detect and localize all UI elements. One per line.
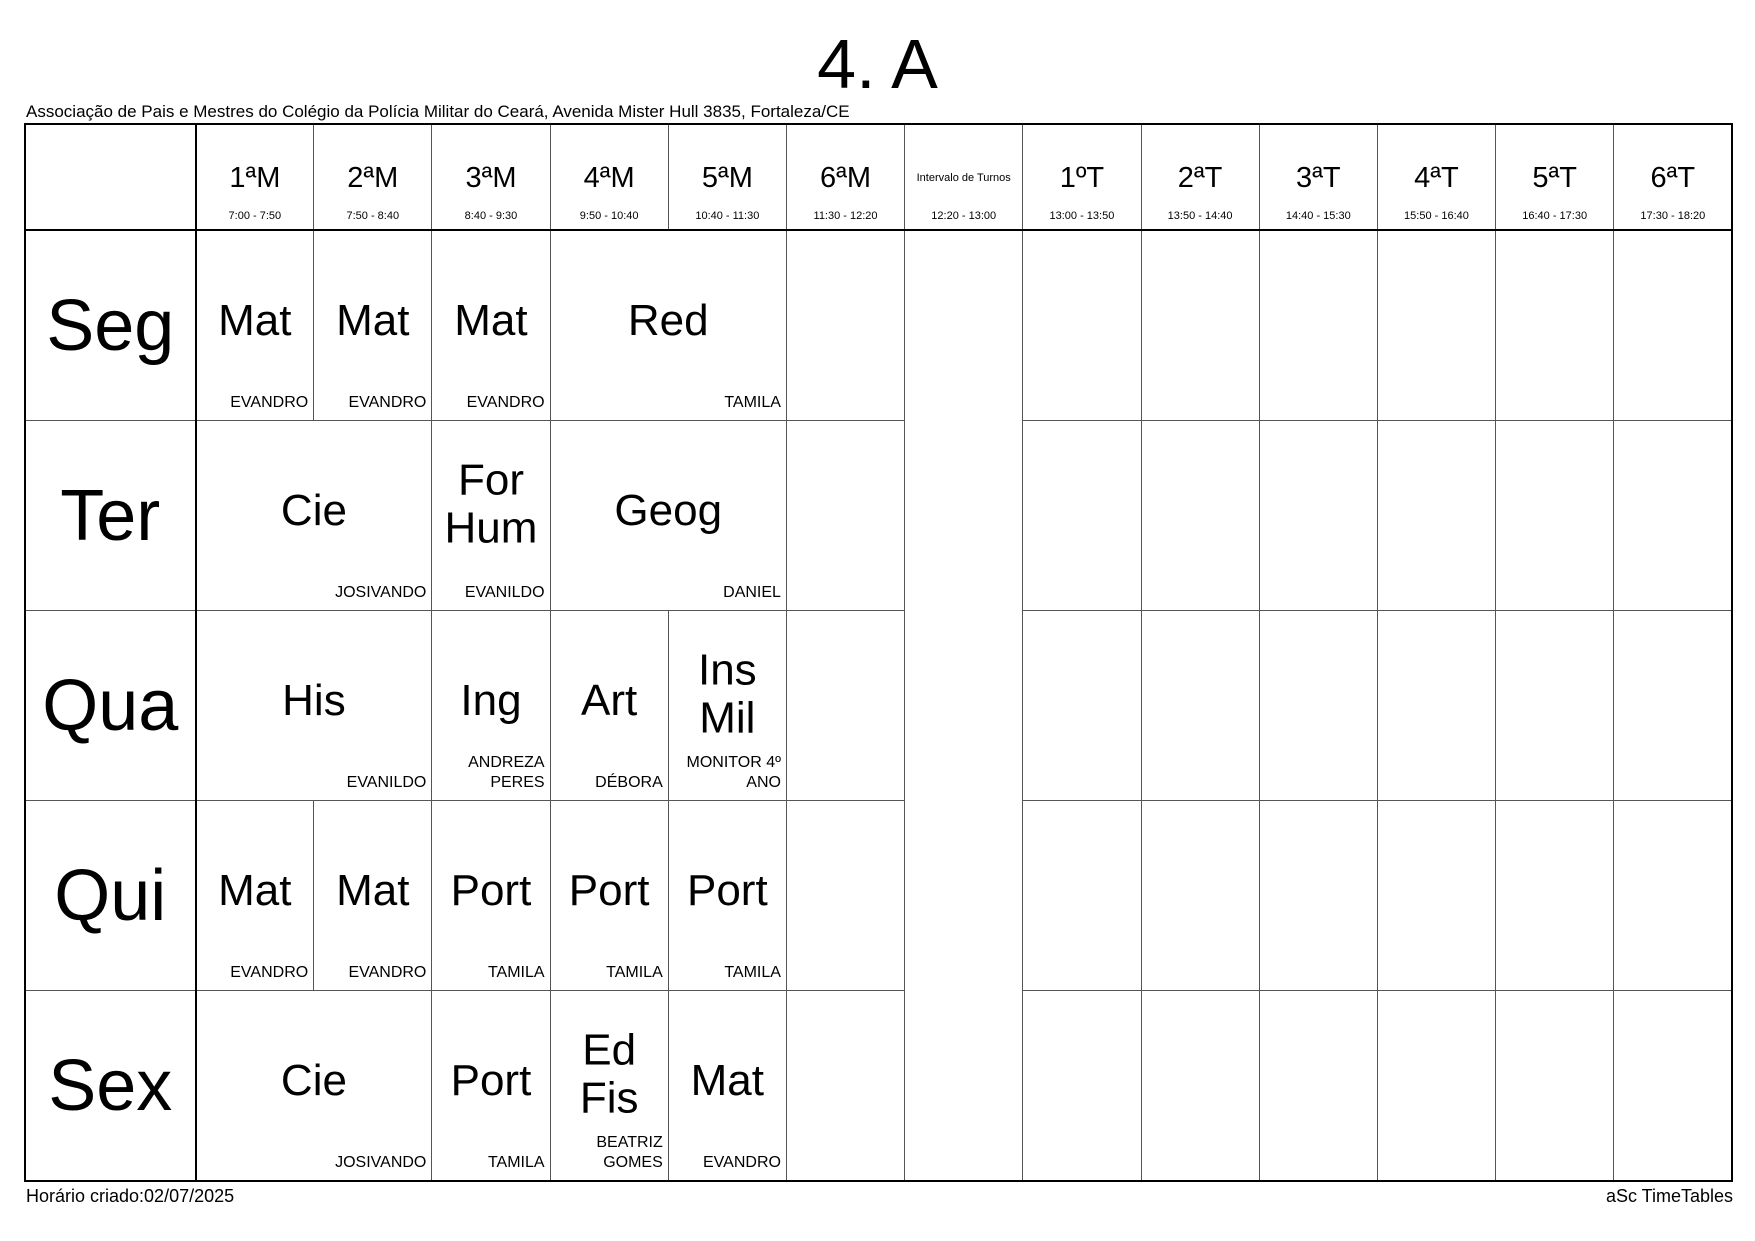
lesson-subject: Port — [450, 1055, 532, 1105]
empty-cell — [1377, 421, 1495, 611]
empty-cell — [1141, 611, 1259, 801]
lesson-subject: Port — [686, 865, 768, 915]
empty-cell — [1259, 421, 1377, 611]
empty-cell — [1141, 991, 1259, 1181]
day-row-ter — [26, 421, 1732, 611]
empty-cell — [1496, 801, 1614, 991]
lesson-subject — [669, 646, 786, 742]
period-time: 11:30 - 12:20 — [813, 210, 878, 222]
empty-cell — [1614, 611, 1732, 801]
teacher-line: PERES — [490, 774, 545, 791]
lesson-teacher: EVANDRO — [466, 394, 545, 411]
lesson-cell — [196, 991, 432, 1181]
lesson-subject: Cie — [280, 1055, 347, 1105]
lesson-teacher: JOSIVANDO — [335, 584, 427, 601]
teacher-line: BEATRIZ — [596, 1134, 663, 1151]
break-column — [905, 230, 1023, 1181]
lesson-teacher — [555, 1133, 663, 1173]
empty-cell — [1259, 801, 1377, 991]
empty-cell — [1377, 801, 1495, 991]
period-time: 14:40 - 15:30 — [1285, 210, 1351, 222]
lesson-subject: Mat — [336, 865, 410, 915]
lesson-subject: Red — [627, 295, 709, 345]
period-header — [1377, 125, 1495, 231]
period-name: 5ªT — [1532, 162, 1577, 194]
day-label: Ter — [26, 421, 196, 611]
lesson-cell — [550, 801, 668, 991]
period-time: 13:00 - 13:50 — [1049, 210, 1115, 222]
empty-cell — [1377, 991, 1495, 1181]
period-name: 4ªT — [1414, 162, 1459, 194]
lesson-subject: Art — [581, 675, 638, 725]
day-label: Seg — [26, 230, 196, 421]
brand-label: aSc TimeTables — [1605, 1186, 1733, 1206]
period-header-row — [26, 125, 1732, 231]
empty-cell — [786, 801, 904, 991]
lesson-cell — [668, 801, 786, 991]
day-row-seg — [26, 230, 1732, 421]
period-header — [1023, 125, 1141, 231]
lesson-teacher: TAMILA — [724, 394, 781, 411]
period-time: 12:20 - 13:00 — [931, 210, 997, 222]
teacher-line: GOMES — [603, 1154, 663, 1171]
period-time: 16:40 - 17:30 — [1522, 210, 1588, 222]
lesson-teacher: TAMILA — [724, 964, 781, 981]
empty-cell — [786, 991, 904, 1181]
lesson-subject: Mat — [218, 865, 292, 915]
period-name: 1ªM — [229, 162, 281, 194]
lesson-teacher: EVANDRO — [230, 964, 309, 981]
period-name: 6ªM — [820, 162, 872, 194]
break-header — [905, 125, 1023, 231]
empty-cell — [1023, 801, 1141, 991]
period-header — [550, 125, 668, 231]
day-row-qua — [26, 611, 1732, 801]
subject-line: Hum — [444, 502, 538, 552]
lesson-cell — [550, 230, 786, 421]
lesson-teacher: DÉBORA — [595, 774, 663, 791]
lesson-teacher: JOSIVANDO — [335, 1154, 427, 1171]
empty-cell — [1496, 611, 1614, 801]
period-time: 17:30 - 18:20 — [1640, 210, 1706, 222]
lesson-subject: Mat — [454, 295, 528, 345]
period-header — [668, 125, 786, 231]
empty-cell — [1023, 230, 1141, 421]
period-name: 3ªM — [465, 162, 517, 194]
teacher-line: MONITOR 4º — [686, 754, 781, 771]
lesson-cell — [196, 230, 314, 421]
period-time: 10:40 - 11:30 — [695, 210, 760, 222]
empty-cell — [1377, 611, 1495, 801]
lesson-subject: Mat — [218, 295, 292, 345]
empty-cell — [1141, 801, 1259, 991]
empty-cell — [1496, 230, 1614, 421]
lesson-subject: Mat — [336, 295, 410, 345]
period-name: 4ªM — [583, 162, 635, 194]
lesson-subject — [432, 456, 549, 552]
lesson-teacher: TAMILA — [487, 964, 545, 981]
empty-cell — [1141, 230, 1259, 421]
empty-cell — [1496, 421, 1614, 611]
empty-cell — [1259, 611, 1377, 801]
lesson-teacher — [436, 753, 544, 793]
lesson-cell — [550, 611, 668, 801]
period-header — [1496, 125, 1614, 231]
period-time: 15:50 - 16:40 — [1404, 210, 1469, 222]
day-row-qui — [26, 801, 1732, 991]
lesson-cell — [550, 421, 786, 611]
lesson-cell — [432, 421, 550, 611]
period-name: 6ªT — [1650, 162, 1696, 194]
lesson-teacher: EVANDRO — [230, 394, 309, 411]
empty-cell — [1023, 421, 1141, 611]
empty-cell — [786, 421, 904, 611]
empty-cell — [786, 230, 904, 421]
lesson-subject: Port — [450, 865, 532, 915]
period-header — [432, 125, 550, 231]
empty-cell — [1023, 611, 1141, 801]
empty-cell — [1496, 991, 1614, 1181]
lesson-teacher: DANIEL — [723, 584, 781, 601]
period-name: Intervalo de Turnos — [916, 172, 1011, 184]
period-time: 7:50 - 8:40 — [346, 210, 400, 222]
lesson-cell — [550, 991, 668, 1181]
teacher-line: ANO — [746, 774, 781, 791]
lesson-cell — [432, 991, 550, 1181]
period-time: 7:00 - 7:50 — [228, 210, 282, 222]
lesson-cell — [196, 421, 432, 611]
lesson-subject: Cie — [280, 485, 347, 535]
empty-cell — [1614, 230, 1732, 421]
lesson-cell — [432, 611, 550, 801]
lesson-cell — [196, 801, 314, 991]
lesson-teacher: EVANDRO — [348, 394, 427, 411]
day-label: Qui — [26, 801, 196, 991]
created-date: Horário criado:02/07/2025 — [26, 1186, 235, 1206]
lesson-subject: Port — [568, 865, 650, 915]
lesson-subject — [551, 1026, 668, 1122]
lesson-teacher: TAMILA — [606, 964, 663, 981]
lesson-teacher: EVANDRO — [703, 1154, 781, 1171]
empty-cell — [1023, 991, 1141, 1181]
empty-cell — [1259, 991, 1377, 1181]
day-label: Sex — [26, 991, 196, 1181]
day-row-sex — [26, 991, 1732, 1181]
period-time: 13:50 - 14:40 — [1167, 210, 1233, 222]
lesson-subject: His — [282, 675, 346, 725]
lesson-teacher — [673, 753, 781, 793]
lesson-cell — [432, 801, 550, 991]
period-name: 2ªT — [1177, 162, 1223, 194]
lesson-cell — [196, 611, 432, 801]
period-header — [786, 125, 904, 231]
empty-cell — [1259, 230, 1377, 421]
lesson-cell — [314, 230, 432, 421]
lesson-teacher: TAMILA — [487, 1154, 545, 1171]
period-time: 8:40 - 9:30 — [464, 210, 518, 222]
period-name: 1ºT — [1059, 162, 1105, 194]
empty-cell — [1614, 991, 1732, 1181]
subject-line: For — [457, 454, 524, 504]
lesson-cell — [314, 801, 432, 991]
lesson-teacher: EVANILDO — [346, 774, 427, 791]
timetable-title: 4. A — [817, 25, 938, 103]
period-name: 3ªT — [1295, 162, 1341, 194]
school-address: Associação de Pais e Mestres do Colégio da Polícia Militar do Ceará, Avenida Mister Hull 3835, Fortaleza/CE — [26, 102, 850, 121]
lesson-cell — [668, 991, 786, 1181]
empty-cell — [1141, 421, 1259, 611]
corner-cell — [26, 125, 196, 231]
day-label: Qua — [26, 611, 196, 801]
period-header — [1259, 125, 1377, 231]
period-header — [1614, 125, 1732, 231]
lesson-subject: Ing — [460, 675, 522, 725]
empty-cell — [1614, 421, 1732, 611]
period-header — [314, 125, 432, 231]
lesson-cell — [432, 230, 550, 421]
teacher-line: ANDREZA — [468, 754, 545, 771]
period-name: 5ªM — [701, 162, 753, 194]
subject-line: Mil — [699, 692, 756, 742]
period-time: 9:50 - 10:40 — [579, 210, 639, 222]
lesson-teacher: EVANDRO — [348, 964, 427, 981]
subject-line: Ed — [582, 1024, 637, 1074]
empty-cell — [786, 611, 904, 801]
subject-line: Fis — [579, 1072, 639, 1122]
period-name: 2ªM — [347, 162, 399, 194]
lesson-cell — [668, 611, 786, 801]
timetable-grid — [25, 124, 1732, 1181]
empty-cell — [1377, 230, 1495, 421]
lesson-subject: Geog — [614, 485, 723, 535]
empty-cell — [1614, 801, 1732, 991]
lesson-subject: Mat — [690, 1055, 765, 1105]
period-header — [1141, 125, 1259, 231]
subject-line: Ins — [697, 644, 757, 694]
period-header — [196, 125, 314, 231]
lesson-teacher: EVANILDO — [464, 584, 545, 601]
